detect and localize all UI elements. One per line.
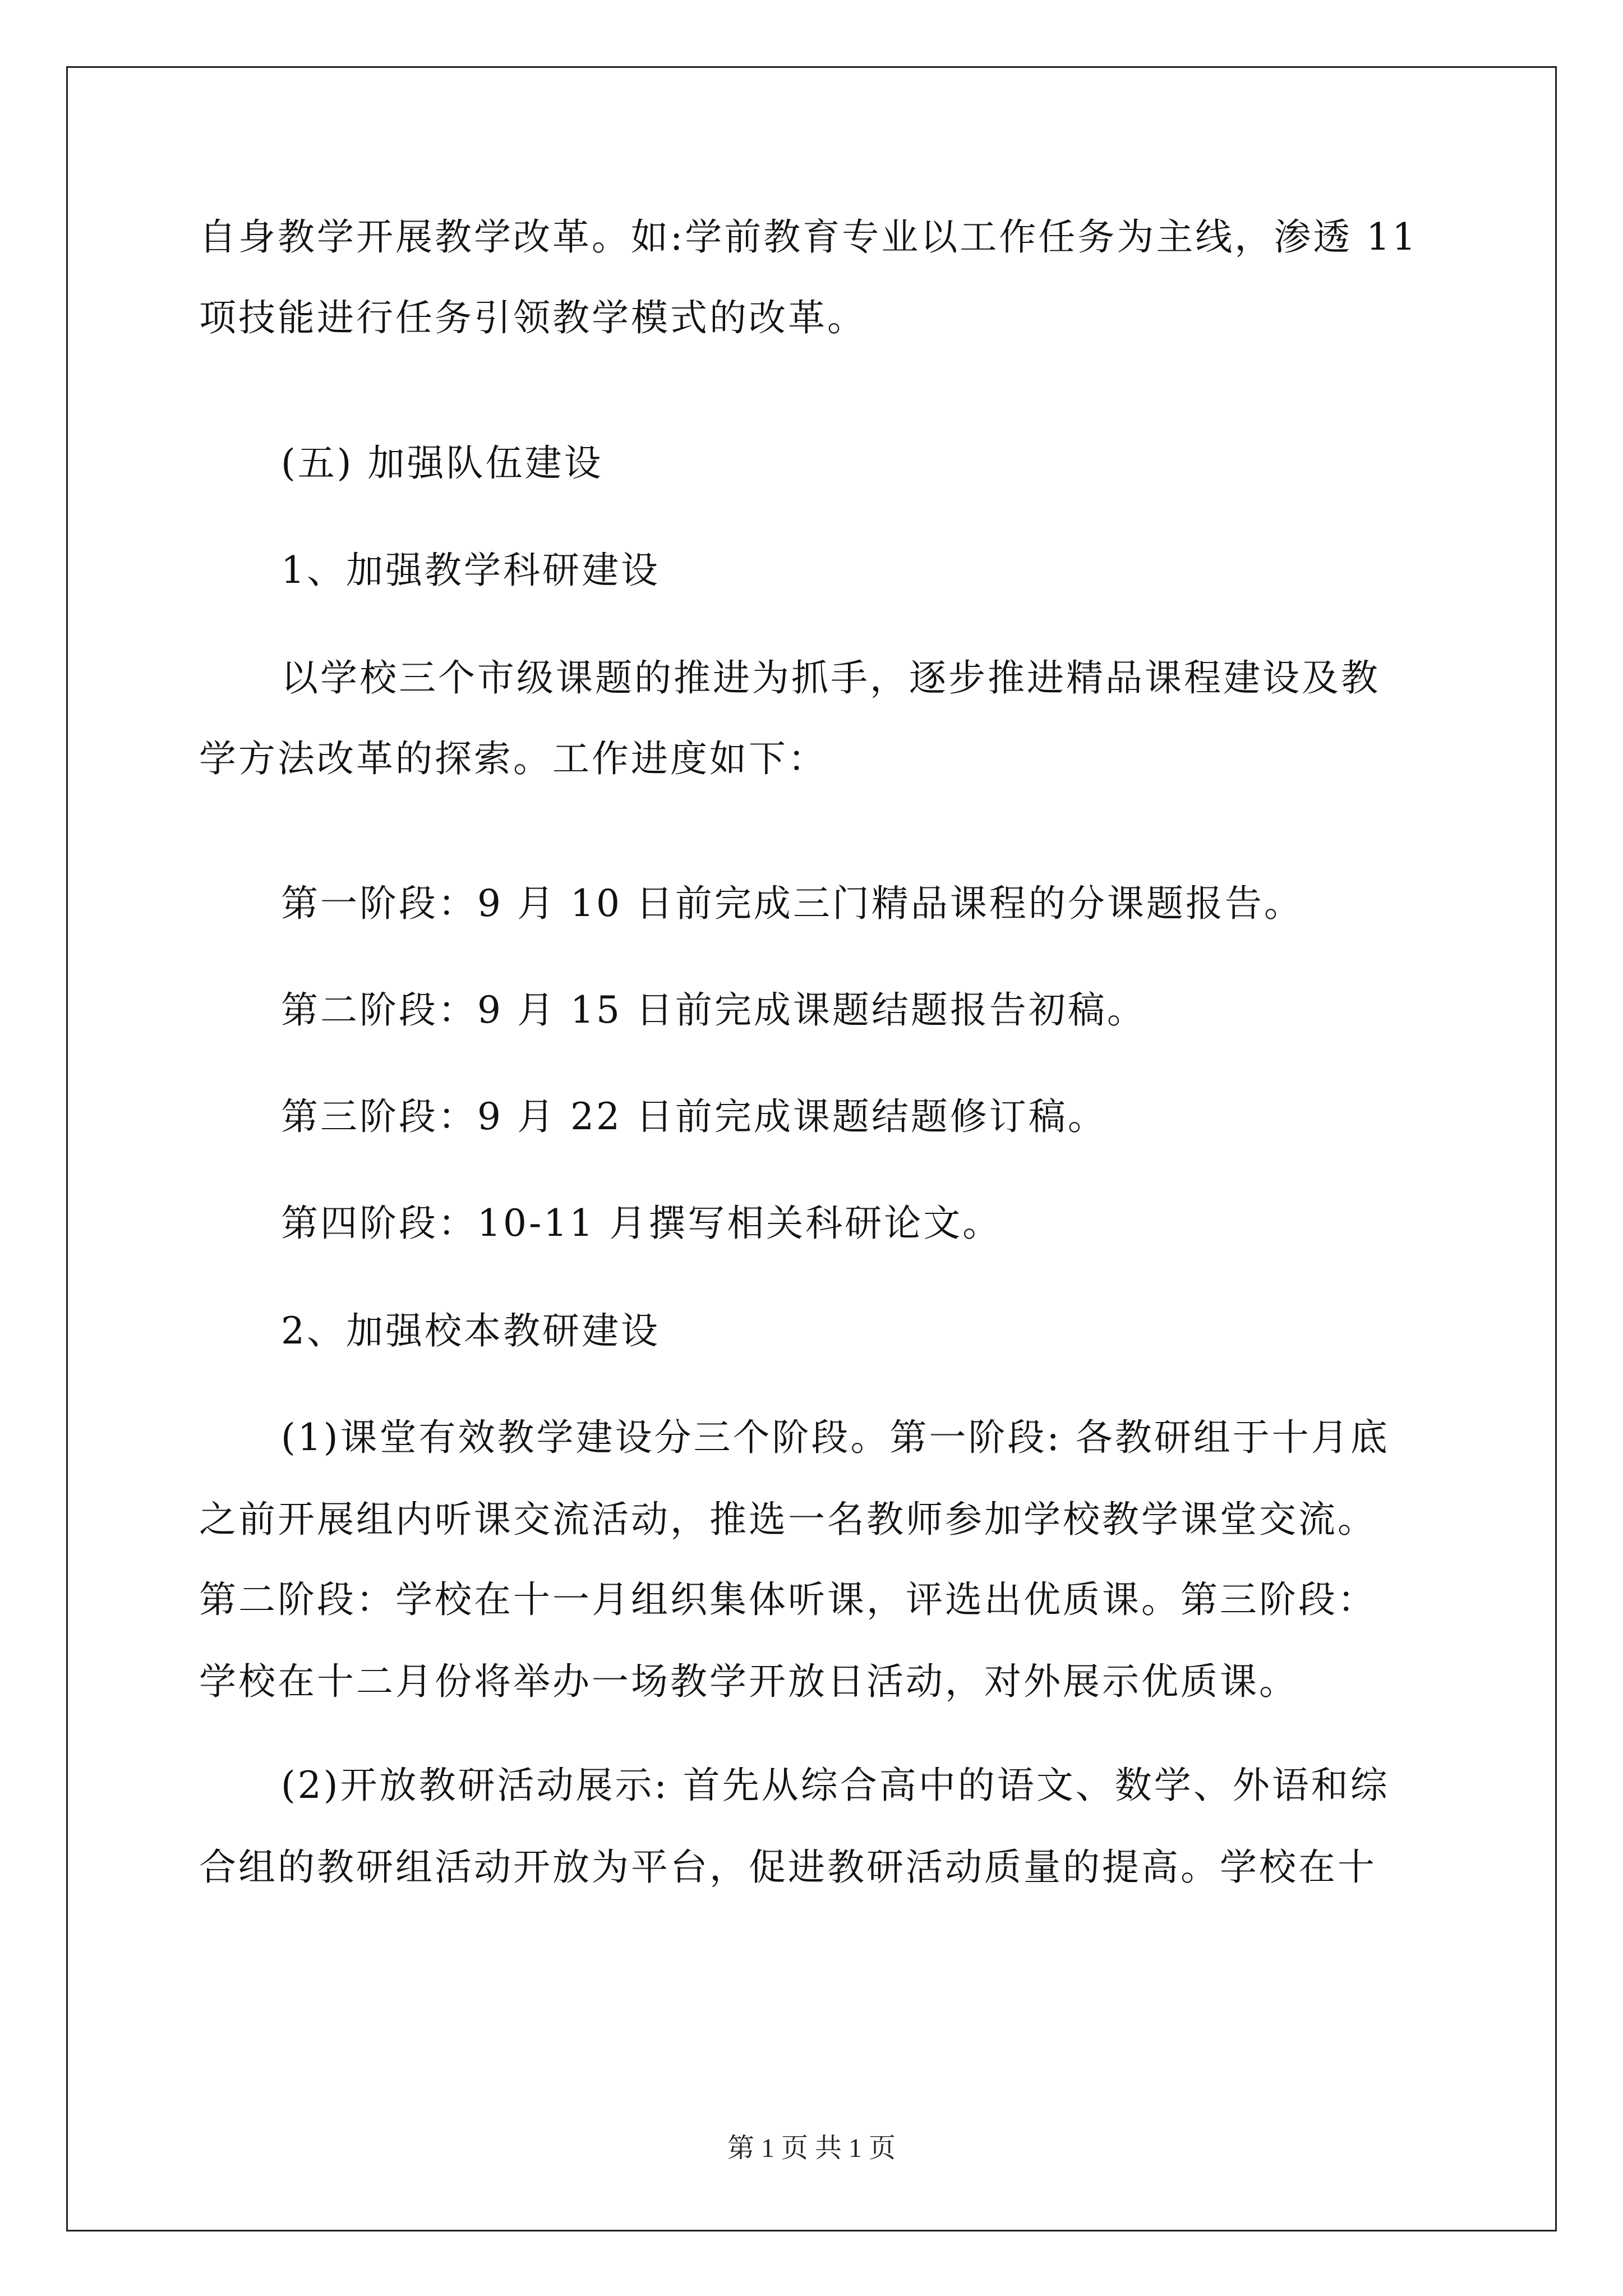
paragraph-line: (1)课堂有效教学建设分三个阶段。第一阶段: 各教研组于十月底 xyxy=(281,1416,1390,1459)
paragraph-line: 学方法改革的探索。工作进度如下： xyxy=(199,737,827,780)
paragraph-line: 之前开展组内听课交流活动，推选一名教师参加学校教学课堂交流。 xyxy=(199,1498,1377,1541)
paragraph-line: 以学校三个市级课题的推进为抓手，逐步推进精品课程建设及教 xyxy=(281,656,1380,700)
list-item: 第一阶段：9 月 10 日前完成三门精品课程的分课题报告。 xyxy=(281,882,1303,925)
section-heading: (五) 加强队伍建设 xyxy=(281,441,603,485)
list-item: 第三阶段：9 月 22 日前完成课题结题修订稿。 xyxy=(281,1095,1107,1138)
paragraph-line: (2)开放教研活动展示: 首先从综合高中的语文、数学、外语和综 xyxy=(281,1764,1390,1807)
page-footer: 第 1 页 共 1 页 xyxy=(727,2133,896,2163)
paragraph-line: 第二阶段：学校在十一月组织集体听课，评选出优质课。第三阶段： xyxy=(199,1578,1377,1621)
page-border xyxy=(66,66,1557,2231)
subsection-heading: 2、加强校本教研建设 xyxy=(281,1309,660,1352)
list-item: 第二阶段：9 月 15 日前完成课题结题报告初稿。 xyxy=(281,988,1146,1032)
subsection-heading: 1、加强教学科研建设 xyxy=(281,549,660,592)
paragraph-line: 合组的教研组活动开放为平台，促进教研活动质量的提高。学校在十 xyxy=(199,1846,1377,1889)
paragraph-line: 项技能进行任务引领教学模式的改革。 xyxy=(199,296,866,339)
paragraph-line: 自身教学开展教学改革。如:学前教育专业以工作任务为主线，渗透 11 xyxy=(199,215,1418,259)
paragraph-line: 学校在十二月份将举办一场教学开放日活动，对外展示优质课。 xyxy=(199,1660,1298,1703)
list-item: 第四阶段：10-11 月撰写相关科研论文。 xyxy=(281,1202,1002,1245)
